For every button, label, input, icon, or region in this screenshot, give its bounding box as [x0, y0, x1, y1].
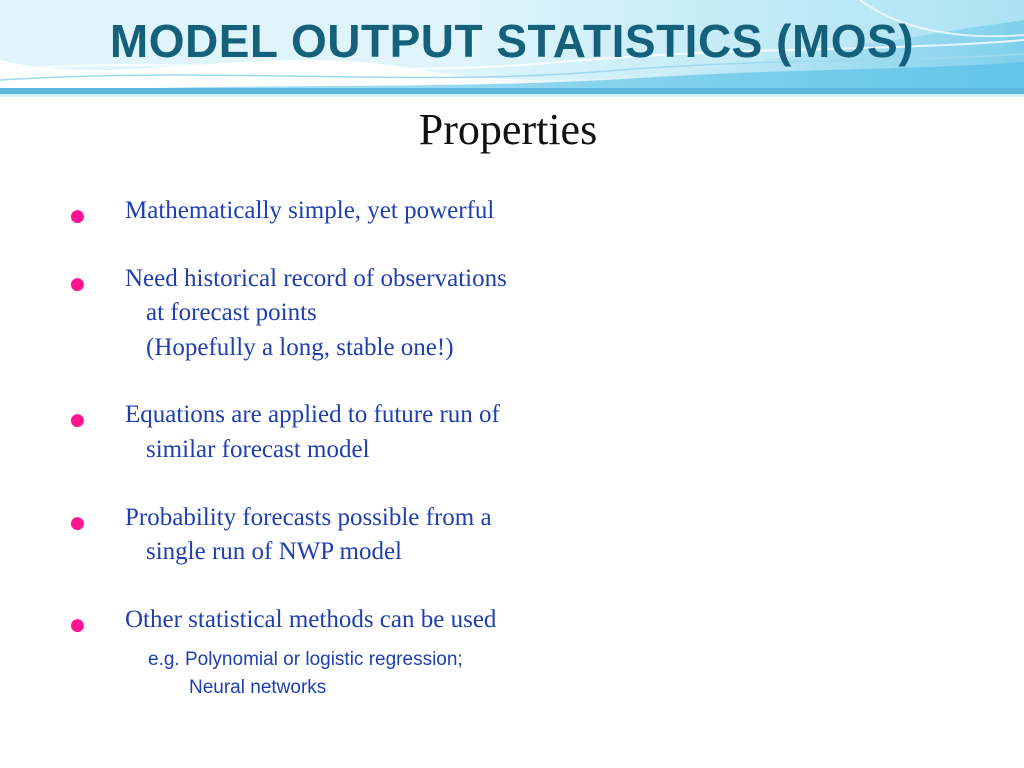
bullet-marker: ●: [70, 513, 85, 533]
bullet-text: Equations are applied to future run of: [125, 401, 500, 428]
bullet-text: Probability forecasts possible from a: [125, 504, 492, 531]
bullet-continuation: at forecast points: [146, 299, 317, 326]
bullet-text: Mathematically simple, yet powerful: [125, 197, 495, 224]
bullet-continuation: single run of NWP model: [146, 538, 402, 565]
bullet-continuation: similar forecast model: [146, 436, 370, 463]
bullet-text: Other statistical methods can be used: [125, 606, 497, 633]
bullet-subnote: Neural networks: [189, 677, 327, 698]
bullet-subnote: e.g. Polynomial or logistic regression;: [148, 649, 463, 670]
bullet-marker: ●: [70, 615, 85, 635]
slide-subtitle: Properties: [418, 105, 598, 154]
bullet-continuation: (Hopefully a long, stable one!): [146, 334, 454, 361]
bullet-text: Need historical record of observations: [125, 265, 507, 292]
slide-title: MODEL OUTPUT STATISTICS (MOS): [109, 15, 915, 67]
bullet-marker: ●: [70, 206, 85, 226]
bullet-marker: ●: [70, 410, 85, 430]
bullet-marker: ●: [70, 274, 85, 294]
